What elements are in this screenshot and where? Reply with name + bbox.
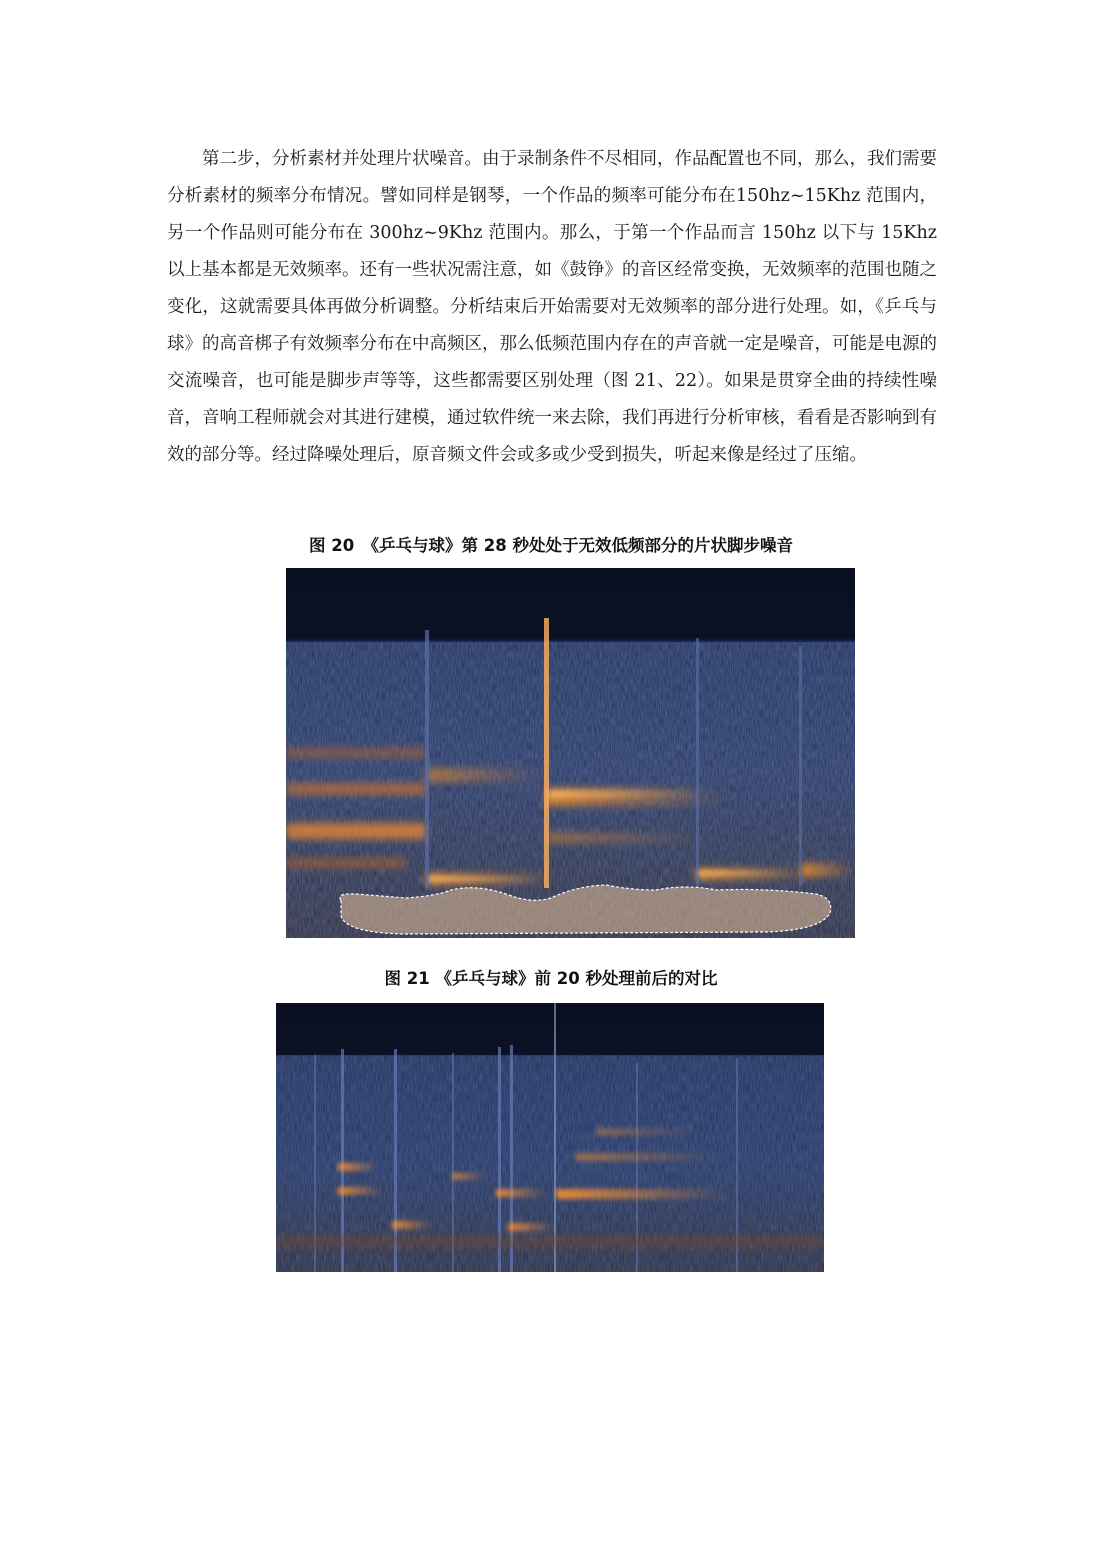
spectrogram-figure-20 xyxy=(286,568,855,938)
figure-20-caption: 图 20 《乒乓与球》第 28 秒处处于无效低频部分的片状脚步噪音 xyxy=(309,536,793,555)
spectrogram-figure-21 xyxy=(276,1003,824,1272)
figure-21-caption: 图 21 《乒乓与球》前 20 秒处理前后的对比 xyxy=(384,969,718,988)
body-paragraph: 第二步，分析素材并处理片状噪音。由于录制条件不尽相同，作品配置也不同，那么，我们需要分析素材的频率分布情况。譬如同样是钢琴，一个作品的频率可能分布在150hz~15Khz 范围内，另一个作品则可能分布在 300hz~9Khz 范围内。那么，于第一个作品而言 150hz 以下与 15Khz 以上基本都是无效频率。还有一些状况需注意，如《鼓铮》的音区经常变换，无效频率的范围也随之变化，这就需要具体再做分析调整。分析结束后开始需要对无效频率的部分进行处理。如，《乒乓与球》的高音梆子有效频率分布在中高频区，那么低频范围内存在的声音就一定是噪音，可能是电源的交流噪音，也可能是脚步声等等，这些都需要区别处理（图 21、22）。如果是贯穿全曲的持续性噪音，音响工程师就会对其进行建模，通过软件统一来去除，我们再进行分析审核，看看是否影响到有效的部分等。经过降噪处理后，原音频文件会或多或少受到损失，听起来像是经过了压缩。 xyxy=(167,149,937,465)
